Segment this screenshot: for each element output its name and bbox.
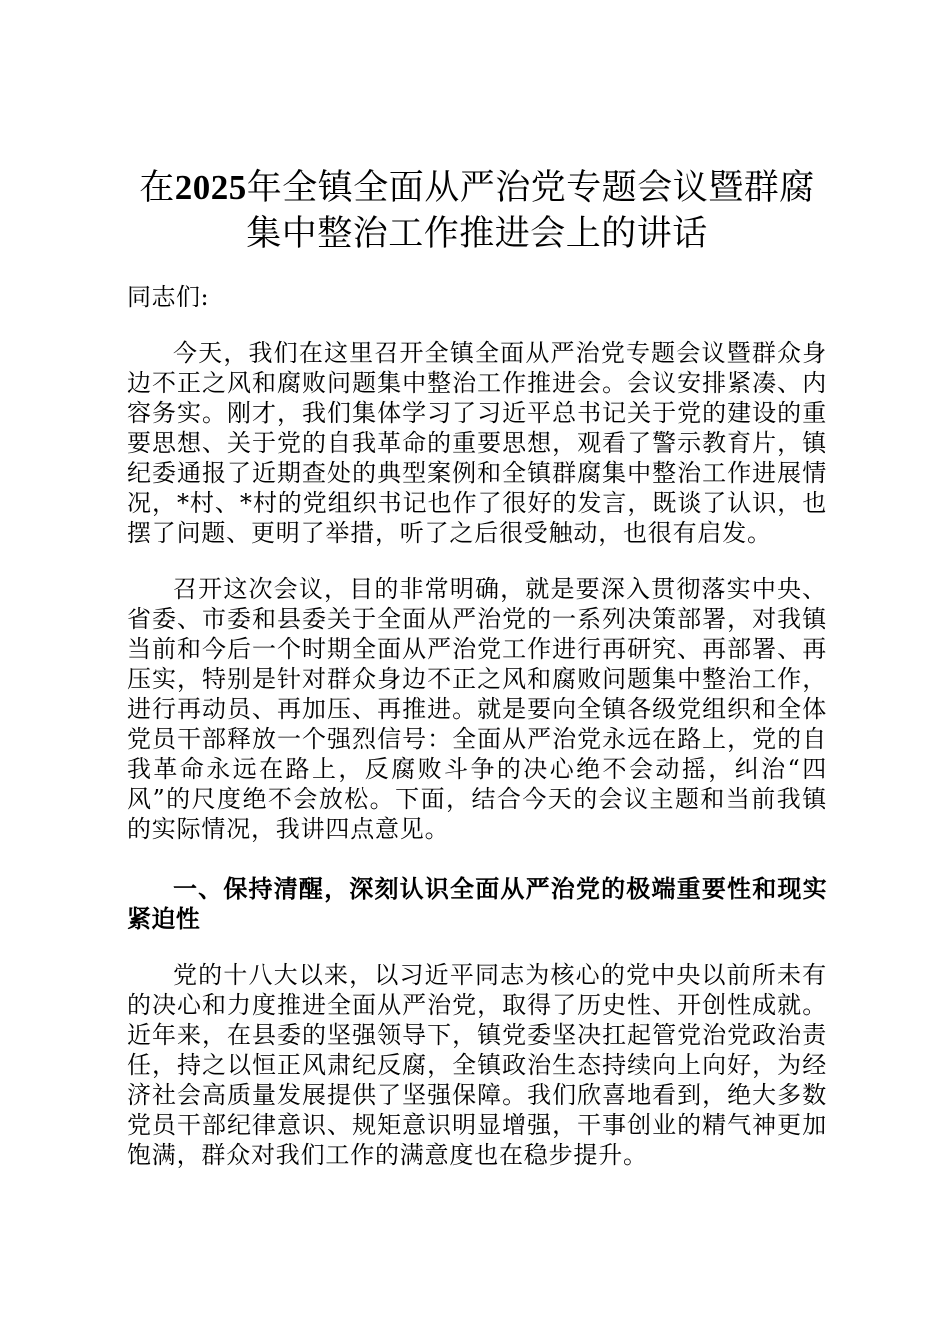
title-prefix: 在 xyxy=(139,168,175,208)
body-paragraph-1: 今天，我们在这里召开全镇全面从严治党专题会议暨群众身边不正之风和腐败问题集中整治工作推进会。会议安排紧凑、内容务实。刚才，我们集体学习了习近平总书记关于党的建设的重要思想、关于党的自我革命的重要思想，观看了警示教育片，镇纪委通报了近期查处的典型案例和全镇群腐集中整治工作进展情况，*村、*村的党组织书记也作了很好的发言，既谈了认识，也摆了问题、更明了举措，听了之后很受触动，也很有启发。 xyxy=(127,339,827,547)
greeting: 同志们: xyxy=(127,283,210,311)
section-heading-1: 一、保持清醒，深刻认识全面从严治党的极端重要性和现实紧迫性 xyxy=(127,875,827,933)
title-line1-rest: 年全镇全面从严治党专题会议暨群腐 xyxy=(246,168,815,208)
title-year: 2025 xyxy=(174,168,247,207)
document-title xyxy=(127,165,827,257)
title-line2: 集中整治工作推进会上的讲话 xyxy=(246,214,708,254)
section-paragraph-1: 党的十八大以来，以习近平同志为核心的党中央以前所未有的决心和力度推进全面从严治党，取得了历史性、开创性成就。近年来，在县委的坚强领导下，镇党委坚决扛起管党治党政治责任，持之以恒正风肃纪反腐，全镇政治生态持续向上向好，为经济社会高质量发展提供了坚强保障。我们欣喜地看到，绝大多数党员干部纪律意识、规矩意识明显增强，干事创业的精气神更加饱满，群众对我们工作的满意度也在稳步提升。 xyxy=(127,961,827,1169)
document-page xyxy=(127,165,827,1170)
body-paragraph-2: 召开这次会议，目的非常明确，就是要深入贯彻落实中央、省委、市委和县委关于全面从严治党的一系列决策部署，对我镇当前和今后一个时期全面从严治党工作进行再研究、再部署、再压实，特别是针对群众身边不正之风和腐败问题集中整治工作，进行再动员、再加压、再推进。就是要向全镇各级党组织和全体党员干部释放一个强烈信号：全面从严治党永远在路上，党的自我革命永远在路上，反腐败斗争的决心绝不会动摇，纠治“四风”的尺度绝不会放松。下面，结合今天的会议主题和当前我镇的实际情况，我讲四点意见。 xyxy=(127,575,827,843)
